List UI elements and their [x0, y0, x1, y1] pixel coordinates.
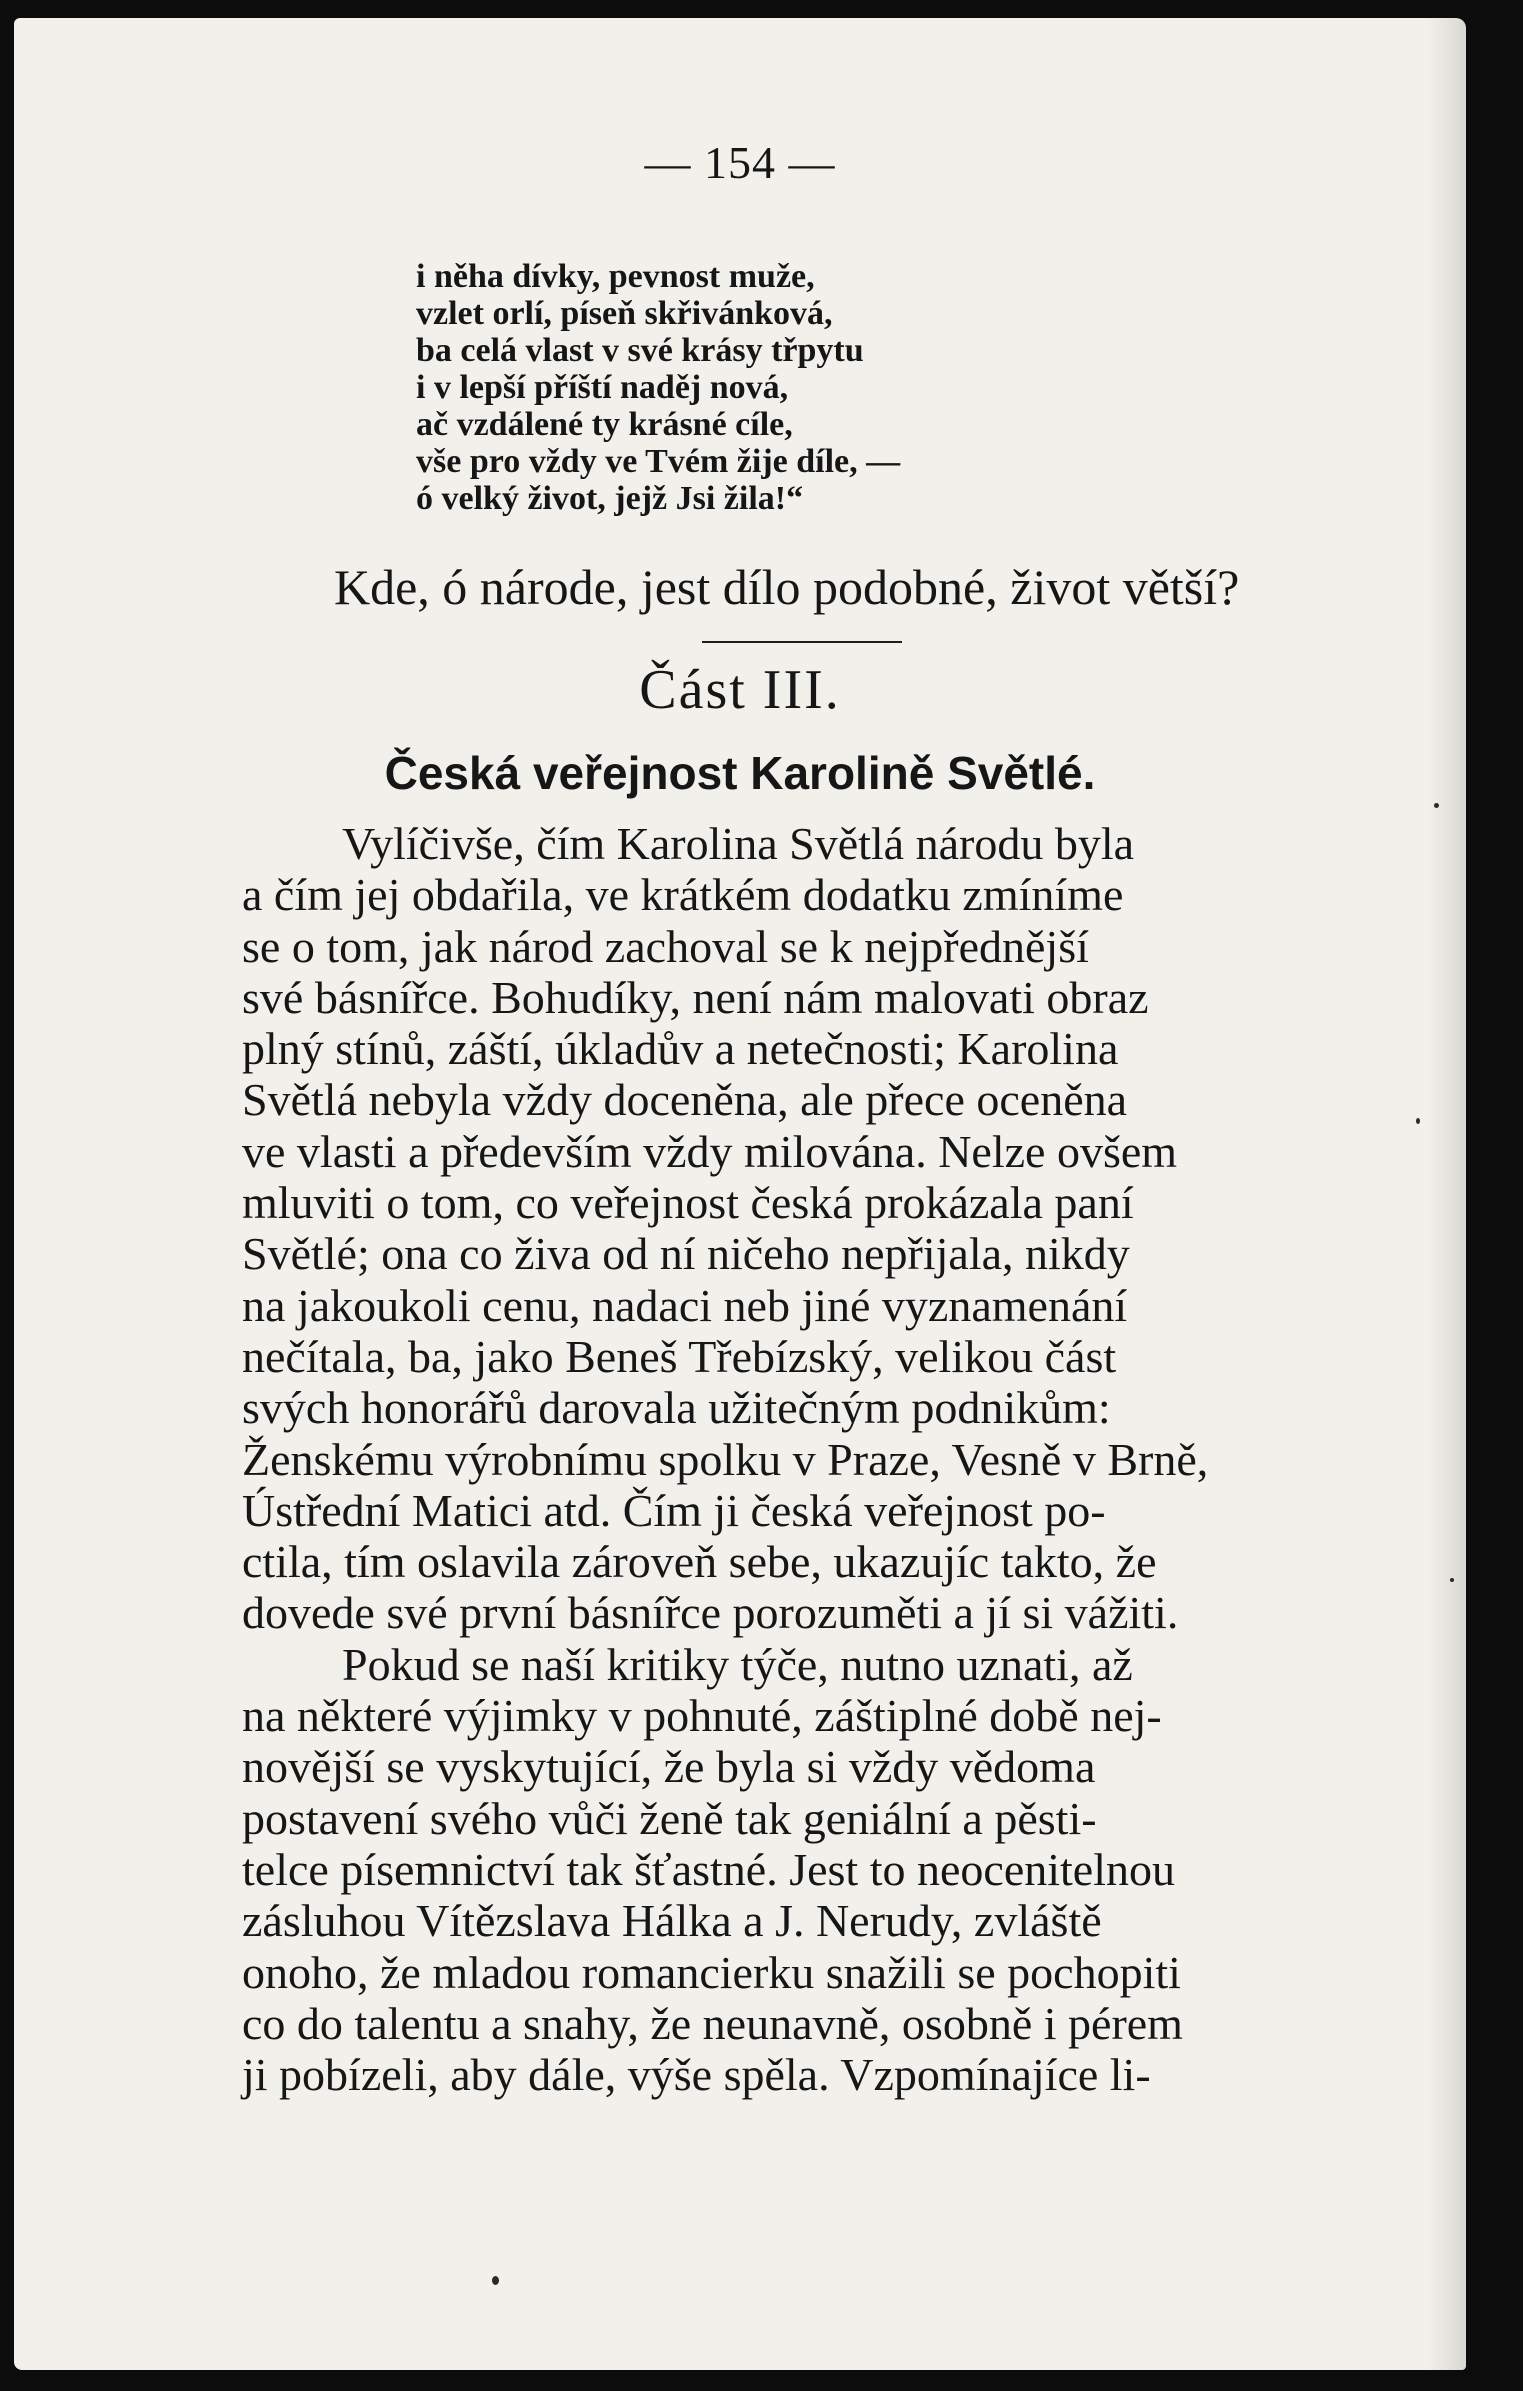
text-line: plný stínů, záští, úkladův a netečnosti; Karolina	[242, 1023, 1119, 1075]
page-number: — 154 —	[644, 137, 836, 188]
text-line: ji pobízeli, aby dále, výše spěla. Vzpomínajíce li-	[242, 2049, 1151, 2101]
poem-stanza	[416, 258, 1176, 517]
closing-question: Kde, ó národe, jest dílo podobné, život větší?	[334, 559, 1240, 615]
poem-line: vzlet orlí, píseň skřivánková,	[416, 295, 833, 332]
text-line: telce písemnictví tak šťastné. Jest to neocenitelnou	[242, 1843, 1176, 1895]
section-divider	[702, 641, 902, 643]
text-line: Světlé; ona co živa od ní ničeho nepřijala, nikdy	[242, 1228, 1130, 1280]
text-line: na některé výjimky v pohnuté, záštiplné době nej-	[242, 1690, 1162, 1742]
text-line: ve vlasti a především vždy milována. Nelze ovšem	[242, 1125, 1178, 1177]
text-line: a čím jej obdařila, ve krátkém dodatku zmíníme	[242, 869, 1124, 921]
book-page	[14, 18, 1466, 2370]
text-line: Pokud se naší kritiky týče, nutno uznati, až	[342, 1638, 1133, 1690]
text-line: mluviti o tom, co veřejnost česká prokázala paní	[242, 1177, 1134, 1229]
text-line: nečítala, ba, jako Beneš Třebízský, velikou část	[242, 1330, 1117, 1382]
poem-line: i v lepší příští naděj nová,	[416, 369, 789, 406]
text-line: onoho, že mladou romancierku snažili se pochopiti	[242, 1946, 1181, 1998]
text-line: se o tom, jak národ zachoval se k nejpřednější	[242, 920, 1089, 972]
text-line: postavení svého vůči ženě tak geniální a pěsti-	[242, 1792, 1097, 1844]
text-line: co do talentu a snahy, že neunavně, osobně i pérem	[242, 1997, 1183, 2049]
poem-line: i něha dívky, pevnost muže,	[416, 258, 815, 295]
text-line: Ústřední Matici atd. Čím ji česká veřejnost po-	[242, 1484, 1106, 1536]
text-line: dovede své první básnířce porozuměti a jí si vážiti.	[242, 1587, 1179, 1639]
text-line: Světlá nebyla vždy doceněna, ale přece oceněna	[242, 1074, 1128, 1126]
poem-line: vše pro vždy ve Tvém žije díle, —	[416, 443, 901, 480]
part-title: Část III.	[639, 659, 841, 721]
poem-line: ač vzdálené ty krásné cíle,	[416, 406, 793, 443]
text-line: na jakoukoli cenu, nadaci neb jiné vyznamenání	[242, 1279, 1128, 1331]
text-line: zásluhou Vítězslava Hálka a J. Nerudy, zvláště	[242, 1895, 1102, 1947]
page-edge-shadow	[1426, 18, 1466, 2370]
chapter-title: Česká veřejnost Karolině Světlé.	[384, 747, 1096, 799]
text-line: Vylíčivše, čím Karolina Světlá národu byla	[342, 818, 1135, 869]
text-line: své básnířce. Bohudíky, není nám malovati obraz	[242, 971, 1149, 1023]
poem-line: ó velký život, jejž Jsi žila!“	[416, 480, 804, 517]
text-line: Ženskému výrobnímu spolku v Praze, Vesně v Brně,	[242, 1433, 1209, 1485]
body-text	[242, 818, 1392, 2100]
text-line: svých honorářů darovala užitečným podnikům:	[242, 1382, 1111, 1434]
text-line: novější se vyskytující, že byla si vždy vědoma	[242, 1741, 1096, 1793]
text-line: ctila, tím oslavila zároveň sebe, ukazujíc takto, že	[242, 1536, 1157, 1588]
poem-line: ba celá vlast v své krásy třpytu	[416, 332, 864, 369]
